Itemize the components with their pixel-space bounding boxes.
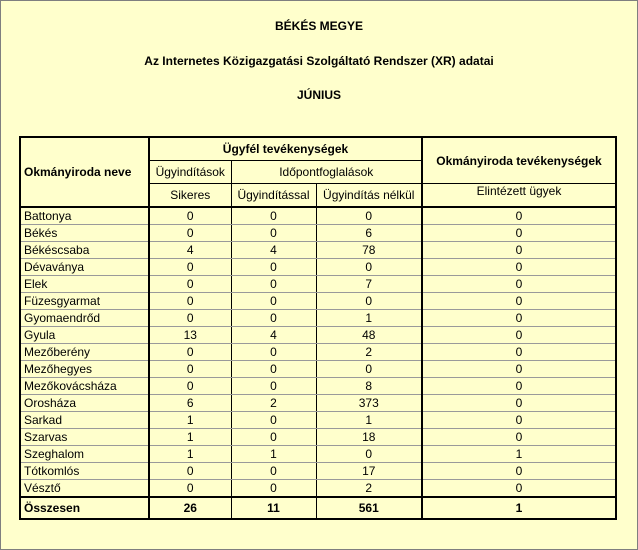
office-name-cell: Szeghalom bbox=[20, 446, 149, 463]
office-name-cell: Battonya bbox=[20, 207, 149, 225]
header-case-initiations: Ügyindítások bbox=[149, 161, 231, 184]
completed-cases-cell: 0 bbox=[422, 242, 616, 259]
header-completed-cases: Elintézett ügyek bbox=[422, 184, 616, 208]
successful-cell: 0 bbox=[149, 344, 231, 361]
office-name-cell: Orosháza bbox=[20, 395, 149, 412]
office-name-cell: Vésztő bbox=[20, 480, 149, 498]
completed-cases-cell: 0 bbox=[422, 225, 616, 242]
total-without-initiation: 561 bbox=[316, 497, 422, 519]
office-name-cell: Gyula bbox=[20, 327, 149, 344]
successful-cell: 0 bbox=[149, 225, 231, 242]
table-row bbox=[20, 429, 616, 446]
with-initiation-cell: 0 bbox=[231, 344, 316, 361]
with-initiation-cell: 0 bbox=[231, 293, 316, 310]
office-name-cell: Sarkad bbox=[20, 412, 149, 429]
total-with-initiation: 11 bbox=[231, 497, 316, 519]
header-without-initiation: Ügyindítás nélkül bbox=[316, 184, 422, 208]
header-office-activities: Okmányiroda tevékenységek bbox=[422, 137, 616, 184]
header-client-activities: Ügyfél tevékenységek bbox=[149, 137, 422, 161]
office-name-cell: Elek bbox=[20, 276, 149, 293]
office-name-cell: Füzesgyarmat bbox=[20, 293, 149, 310]
successful-cell: 0 bbox=[149, 310, 231, 327]
table-row bbox=[20, 480, 616, 498]
without-initiation-cell: 2 bbox=[316, 480, 422, 498]
with-initiation-cell: 0 bbox=[231, 463, 316, 480]
without-initiation-cell: 17 bbox=[316, 463, 422, 480]
office-name-cell: Békés bbox=[20, 225, 149, 242]
table-row bbox=[20, 463, 616, 480]
office-name-cell: Tótkomlós bbox=[20, 463, 149, 480]
completed-cases-cell: 0 bbox=[422, 327, 616, 344]
table-row bbox=[20, 412, 616, 429]
office-name-cell: Mezőhegyes bbox=[20, 361, 149, 378]
without-initiation-cell: 0 bbox=[316, 361, 422, 378]
table-row bbox=[20, 207, 616, 225]
without-initiation-cell: 78 bbox=[316, 242, 422, 259]
header-office-name: Okmányiroda neve bbox=[20, 137, 149, 207]
completed-cases-cell: 0 bbox=[422, 344, 616, 361]
table-row bbox=[20, 344, 616, 361]
completed-cases-cell: 0 bbox=[422, 429, 616, 446]
without-initiation-cell: 0 bbox=[316, 259, 422, 276]
without-initiation-cell: 7 bbox=[316, 276, 422, 293]
completed-cases-cell: 0 bbox=[422, 276, 616, 293]
total-completed-cases: 1 bbox=[422, 497, 616, 519]
office-name-cell: Szarvas bbox=[20, 429, 149, 446]
table-row bbox=[20, 378, 616, 395]
completed-cases-cell: 0 bbox=[422, 480, 616, 498]
office-name-cell: Mezőberény bbox=[20, 344, 149, 361]
successful-cell: 13 bbox=[149, 327, 231, 344]
with-initiation-cell: 0 bbox=[231, 361, 316, 378]
completed-cases-cell: 0 bbox=[422, 293, 616, 310]
table-row bbox=[20, 276, 616, 293]
with-initiation-cell: 0 bbox=[231, 429, 316, 446]
with-initiation-cell: 0 bbox=[231, 310, 316, 327]
completed-cases-cell: 0 bbox=[422, 310, 616, 327]
completed-cases-cell: 0 bbox=[422, 361, 616, 378]
successful-cell: 6 bbox=[149, 395, 231, 412]
with-initiation-cell: 0 bbox=[231, 259, 316, 276]
table-row bbox=[20, 259, 616, 276]
successful-cell: 0 bbox=[149, 361, 231, 378]
successful-cell: 0 bbox=[149, 293, 231, 310]
table-row bbox=[20, 293, 616, 310]
with-initiation-cell: 4 bbox=[231, 242, 316, 259]
with-initiation-cell: 0 bbox=[231, 207, 316, 225]
successful-cell: 4 bbox=[149, 242, 231, 259]
table-row bbox=[20, 310, 616, 327]
table-row bbox=[20, 361, 616, 378]
successful-cell: 0 bbox=[149, 259, 231, 276]
successful-cell: 1 bbox=[149, 429, 231, 446]
table-row bbox=[20, 446, 616, 463]
completed-cases-cell: 0 bbox=[422, 463, 616, 480]
county-title: BÉKÉS MEGYE bbox=[274, 19, 364, 33]
without-initiation-cell: 1 bbox=[316, 412, 422, 429]
without-initiation-cell: 0 bbox=[316, 207, 422, 225]
without-initiation-cell: 0 bbox=[316, 446, 422, 463]
without-initiation-cell: 2 bbox=[316, 344, 422, 361]
completed-cases-cell: 1 bbox=[422, 446, 616, 463]
total-successful: 26 bbox=[149, 497, 231, 519]
statistics-table bbox=[19, 136, 617, 520]
with-initiation-cell: 0 bbox=[231, 225, 316, 242]
table-row bbox=[20, 242, 616, 259]
with-initiation-cell: 0 bbox=[231, 276, 316, 293]
with-initiation-cell: 4 bbox=[231, 327, 316, 344]
without-initiation-cell: 1 bbox=[316, 310, 422, 327]
total-label: Összesen bbox=[20, 497, 149, 519]
without-initiation-cell: 48 bbox=[316, 327, 422, 344]
successful-cell: 0 bbox=[149, 378, 231, 395]
completed-cases-cell: 0 bbox=[422, 259, 616, 276]
without-initiation-cell: 373 bbox=[316, 395, 422, 412]
successful-cell: 0 bbox=[149, 463, 231, 480]
completed-cases-cell: 0 bbox=[422, 395, 616, 412]
office-name-cell: Békéscsaba bbox=[20, 242, 149, 259]
without-initiation-cell: 18 bbox=[316, 429, 422, 446]
report-month: JÚNIUS bbox=[296, 88, 341, 102]
office-name-cell: Mezőkovácsháza bbox=[20, 378, 149, 395]
report-subtitle: Az Internetes Közigazgatási Szolgáltató Rendszer (XR) adatai bbox=[144, 54, 494, 68]
with-initiation-cell: 0 bbox=[231, 480, 316, 498]
table-row bbox=[20, 395, 616, 412]
with-initiation-cell: 0 bbox=[231, 412, 316, 429]
successful-cell: 0 bbox=[149, 480, 231, 498]
successful-cell: 1 bbox=[149, 412, 231, 429]
table-row bbox=[20, 225, 616, 242]
successful-cell: 0 bbox=[149, 207, 231, 225]
completed-cases-cell: 0 bbox=[422, 378, 616, 395]
successful-cell: 1 bbox=[149, 446, 231, 463]
with-initiation-cell: 2 bbox=[231, 395, 316, 412]
without-initiation-cell: 6 bbox=[316, 225, 422, 242]
completed-cases-cell: 0 bbox=[422, 412, 616, 429]
office-name-cell: Dévaványa bbox=[20, 259, 149, 276]
header-appointments: Időpontfoglalások bbox=[279, 165, 374, 179]
without-initiation-cell: 0 bbox=[316, 293, 422, 310]
without-initiation-cell: 8 bbox=[316, 378, 422, 395]
header-successful: Sikeres bbox=[149, 184, 231, 208]
header-with-initiation: Ügyindítással bbox=[231, 184, 316, 208]
table-row bbox=[20, 327, 616, 344]
office-name-cell: Gyomaendrőd bbox=[20, 310, 149, 327]
with-initiation-cell: 0 bbox=[231, 378, 316, 395]
completed-cases-cell: 0 bbox=[422, 207, 616, 225]
successful-cell: 0 bbox=[149, 276, 231, 293]
with-initiation-cell: 1 bbox=[231, 446, 316, 463]
